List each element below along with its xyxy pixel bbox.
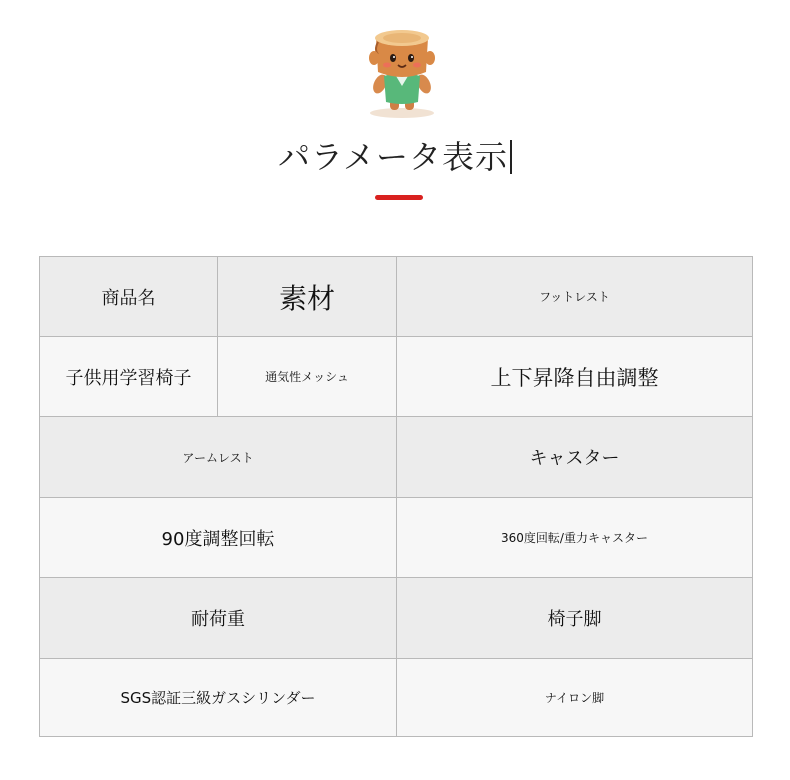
table-cell: アームレスト [40,417,397,497]
mascot-character-icon [360,20,444,120]
parameter-table [39,256,753,737]
page-title: パラメータ表示 [277,138,509,176]
table-row [40,337,752,417]
table-cell: 90度調整回転 [40,498,397,577]
table-cell: 通気性メッシュ [218,337,397,416]
table-cell: キャスター [529,448,620,469]
table-row [40,659,752,736]
title-underline [375,195,423,200]
table-cell: フットレスト [539,290,610,304]
table-row [40,257,752,337]
table-cell: 椅子脚 [547,609,602,630]
page-title-wrap [0,132,790,178]
table-cell: 素材 [218,257,397,336]
table-cell: SGS認証三級ガスシリンダー [40,659,397,736]
table-cell: 耐荷重 [40,578,397,658]
table-row [40,578,752,659]
table-cell: 子供用学習椅子 [40,337,218,416]
table-cell: 360度回転/重力キャスター [501,531,648,545]
table-row [40,417,752,498]
table-cell: ナイロン脚 [544,691,605,705]
table-cell: 上下昇降自由調整 [490,365,659,390]
text-caret [510,140,512,174]
table-row [40,498,752,578]
table-cell: 商品名 [40,257,218,336]
